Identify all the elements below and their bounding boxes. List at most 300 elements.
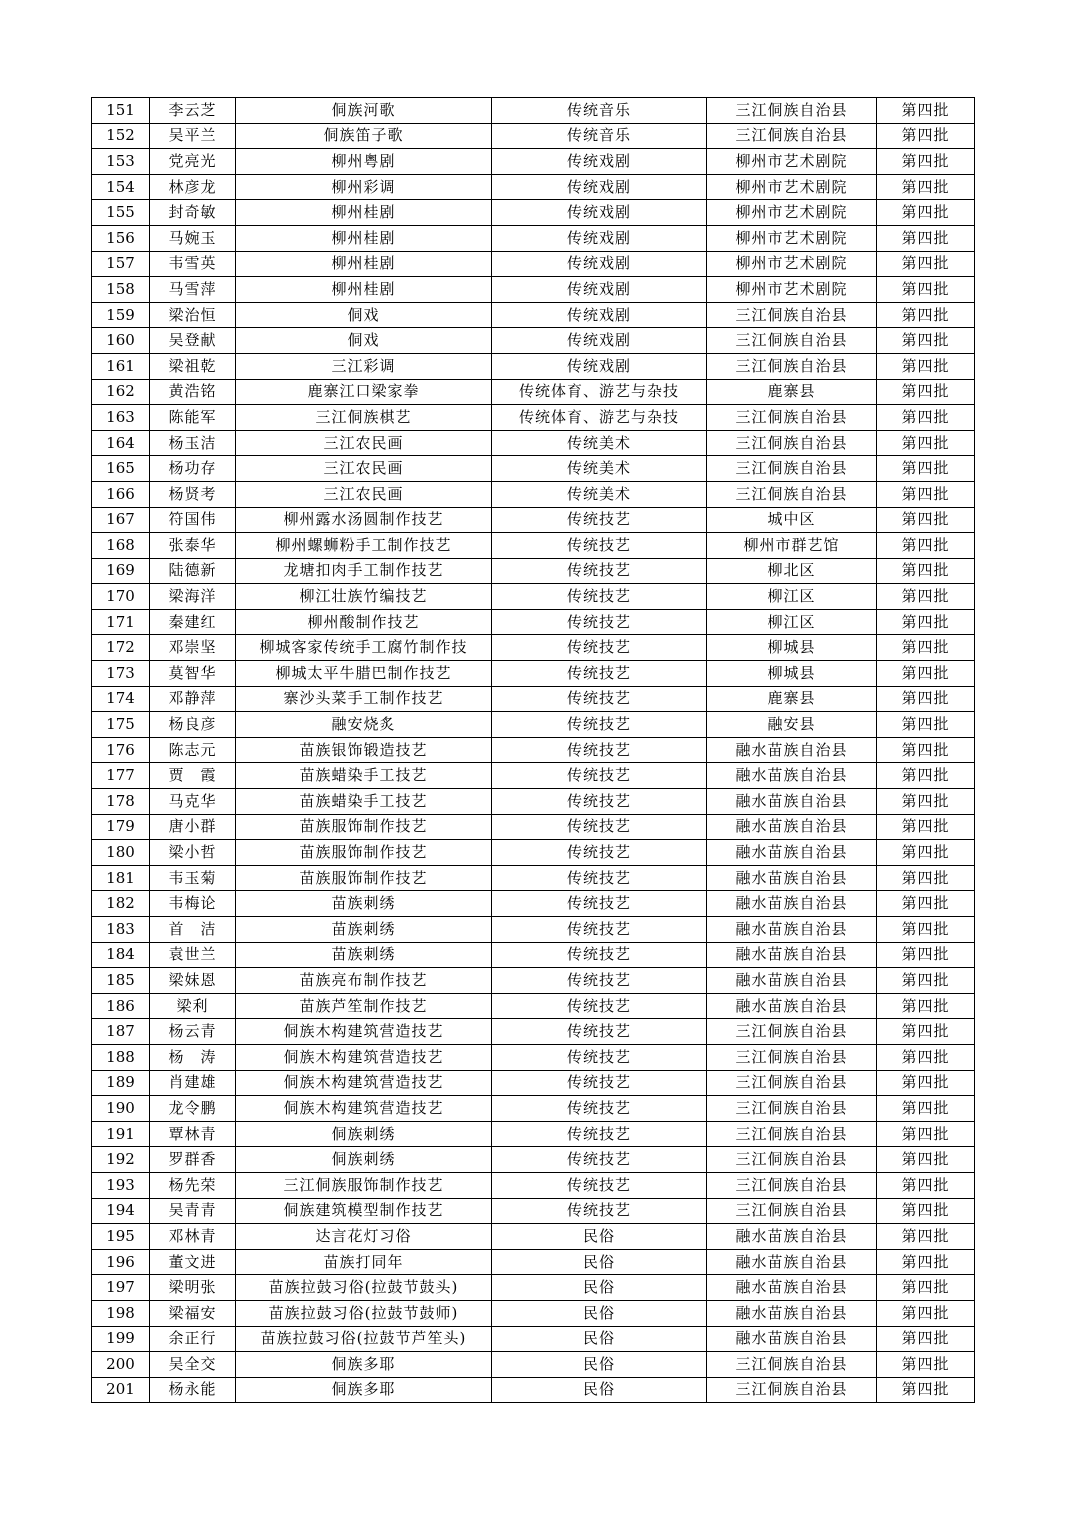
table-row [92, 1172, 975, 1198]
batch-cell: 第四批 [877, 1275, 975, 1301]
table-row [92, 1096, 975, 1122]
region-cell: 融水苗族自治县 [707, 840, 877, 866]
region-cell: 三江侗族自治县 [707, 1070, 877, 1096]
region-cell: 柳城县 [707, 661, 877, 687]
row-number-cell: 167 [92, 507, 150, 533]
row-number-cell: 174 [92, 686, 150, 712]
row-number-cell: 180 [92, 840, 150, 866]
region-cell: 三江侗族自治县 [707, 123, 877, 149]
category-cell: 民俗 [492, 1352, 707, 1378]
batch-cell: 第四批 [877, 533, 975, 559]
category-cell: 传统技艺 [492, 1070, 707, 1096]
project-name-cell: 柳江壮族竹编技艺 [236, 584, 492, 610]
inheritor-name-cell: 韦梅论 [150, 891, 236, 917]
category-cell: 传统技艺 [492, 558, 707, 584]
row-number-cell: 171 [92, 609, 150, 635]
table-row [92, 200, 975, 226]
region-cell: 融水苗族自治县 [707, 1326, 877, 1352]
project-name-cell: 柳州桂剧 [236, 277, 492, 303]
category-cell: 民俗 [492, 1275, 707, 1301]
project-name-cell: 柳城客家传统手工腐竹制作技 [236, 635, 492, 661]
table-row [92, 609, 975, 635]
region-cell: 融水苗族自治县 [707, 1300, 877, 1326]
batch-cell: 第四批 [877, 609, 975, 635]
project-name-cell: 侗族木构建筑营造技艺 [236, 1070, 492, 1096]
category-cell: 民俗 [492, 1377, 707, 1403]
region-cell: 三江侗族自治县 [707, 1096, 877, 1122]
category-cell: 传统戏剧 [492, 225, 707, 251]
project-name-cell: 苗族蜡染手工技艺 [236, 789, 492, 815]
region-cell: 三江侗族自治县 [707, 353, 877, 379]
row-number-cell: 198 [92, 1300, 150, 1326]
batch-cell: 第四批 [877, 251, 975, 277]
batch-cell: 第四批 [877, 558, 975, 584]
table-row [92, 942, 975, 968]
batch-cell: 第四批 [877, 302, 975, 328]
category-cell: 传统音乐 [492, 123, 707, 149]
category-cell: 传统技艺 [492, 1044, 707, 1070]
project-name-cell: 三江侗族服饰制作技艺 [236, 1172, 492, 1198]
project-name-cell: 达言花灯习俗 [236, 1224, 492, 1250]
region-cell: 柳江区 [707, 584, 877, 610]
table-row [92, 686, 975, 712]
project-name-cell: 侗族建筑模型制作技艺 [236, 1198, 492, 1224]
batch-cell: 第四批 [877, 865, 975, 891]
table-row [92, 302, 975, 328]
inheritor-name-cell: 肖建雄 [150, 1070, 236, 1096]
region-cell: 柳州市艺术剧院 [707, 174, 877, 200]
inheritor-name-cell: 邓林青 [150, 1224, 236, 1250]
project-name-cell: 侗戏 [236, 302, 492, 328]
category-cell: 传统技艺 [492, 1147, 707, 1173]
inheritor-name-cell: 杨永能 [150, 1377, 236, 1403]
region-cell: 融水苗族自治县 [707, 968, 877, 994]
inheritor-name-cell: 唐小群 [150, 814, 236, 840]
category-cell: 传统技艺 [492, 1019, 707, 1045]
category-cell: 传统技艺 [492, 993, 707, 1019]
row-number-cell: 162 [92, 379, 150, 405]
category-cell: 民俗 [492, 1224, 707, 1250]
category-cell: 传统技艺 [492, 840, 707, 866]
category-cell: 传统戏剧 [492, 277, 707, 303]
project-name-cell: 侗族河歌 [236, 98, 492, 124]
batch-cell: 第四批 [877, 200, 975, 226]
row-number-cell: 184 [92, 942, 150, 968]
region-cell: 柳州市群艺馆 [707, 533, 877, 559]
project-name-cell: 三江彩调 [236, 353, 492, 379]
batch-cell: 第四批 [877, 430, 975, 456]
table-row [92, 507, 975, 533]
table-row [92, 98, 975, 124]
inheritor-name-cell: 马克华 [150, 789, 236, 815]
row-number-cell: 199 [92, 1326, 150, 1352]
inheritor-name-cell: 龙令鹏 [150, 1096, 236, 1122]
batch-cell: 第四批 [877, 993, 975, 1019]
table-row [92, 1121, 975, 1147]
batch-cell: 第四批 [877, 661, 975, 687]
category-cell: 传统技艺 [492, 891, 707, 917]
project-name-cell: 三江农民画 [236, 481, 492, 507]
inheritor-name-cell: 陈志元 [150, 737, 236, 763]
category-cell: 民俗 [492, 1326, 707, 1352]
project-name-cell: 柳州酸制作技艺 [236, 609, 492, 635]
inheritor-name-cell: 韦雪英 [150, 251, 236, 277]
region-cell: 柳州市艺术剧院 [707, 149, 877, 175]
inheritor-name-cell: 董文进 [150, 1249, 236, 1275]
batch-cell: 第四批 [877, 149, 975, 175]
batch-cell: 第四批 [877, 1019, 975, 1045]
region-cell: 柳江区 [707, 609, 877, 635]
row-number-cell: 178 [92, 789, 150, 815]
row-number-cell: 165 [92, 456, 150, 482]
table-row [92, 1044, 975, 1070]
row-number-cell: 176 [92, 737, 150, 763]
region-cell: 融安县 [707, 712, 877, 738]
inheritor-name-cell: 首 洁 [150, 917, 236, 943]
category-cell: 传统技艺 [492, 865, 707, 891]
project-name-cell: 柳州露水汤圆制作技艺 [236, 507, 492, 533]
row-number-cell: 166 [92, 481, 150, 507]
batch-cell: 第四批 [877, 277, 975, 303]
inheritor-name-cell: 梁妹恩 [150, 968, 236, 994]
inheritor-name-cell: 杨贤考 [150, 481, 236, 507]
table-row [92, 405, 975, 431]
region-cell: 柳北区 [707, 558, 877, 584]
inheritor-name-cell: 杨功存 [150, 456, 236, 482]
project-name-cell: 鹿寨江口梁家拳 [236, 379, 492, 405]
table-row [92, 174, 975, 200]
row-number-cell: 186 [92, 993, 150, 1019]
inheritor-name-cell: 梁福安 [150, 1300, 236, 1326]
table-row [92, 277, 975, 303]
category-cell: 传统戏剧 [492, 328, 707, 354]
table-row [92, 865, 975, 891]
batch-cell: 第四批 [877, 891, 975, 917]
inheritor-name-cell: 梁海洋 [150, 584, 236, 610]
row-number-cell: 195 [92, 1224, 150, 1250]
inheritor-name-cell: 黄浩铭 [150, 379, 236, 405]
region-cell: 融水苗族自治县 [707, 814, 877, 840]
batch-cell: 第四批 [877, 1224, 975, 1250]
row-number-cell: 189 [92, 1070, 150, 1096]
row-number-cell: 193 [92, 1172, 150, 1198]
batch-cell: 第四批 [877, 1172, 975, 1198]
category-cell: 传统技艺 [492, 686, 707, 712]
batch-cell: 第四批 [877, 1300, 975, 1326]
category-cell: 传统技艺 [492, 789, 707, 815]
category-cell: 传统体育、游艺与杂技 [492, 379, 707, 405]
row-number-cell: 170 [92, 584, 150, 610]
region-cell: 融水苗族自治县 [707, 1275, 877, 1301]
region-cell: 三江侗族自治县 [707, 1198, 877, 1224]
category-cell: 传统技艺 [492, 737, 707, 763]
inheritor-name-cell: 杨 涛 [150, 1044, 236, 1070]
region-cell: 融水苗族自治县 [707, 891, 877, 917]
inheritor-name-cell: 梁明张 [150, 1275, 236, 1301]
row-number-cell: 154 [92, 174, 150, 200]
project-name-cell: 侗族刺绣 [236, 1147, 492, 1173]
table-row [92, 430, 975, 456]
category-cell: 民俗 [492, 1249, 707, 1275]
batch-cell: 第四批 [877, 968, 975, 994]
region-cell: 鹿寨县 [707, 686, 877, 712]
table-row [92, 533, 975, 559]
inheritor-name-cell: 余正行 [150, 1326, 236, 1352]
project-name-cell: 苗族服饰制作技艺 [236, 814, 492, 840]
category-cell: 传统戏剧 [492, 302, 707, 328]
project-name-cell: 苗族打同年 [236, 1249, 492, 1275]
category-cell: 传统技艺 [492, 635, 707, 661]
region-cell: 融水苗族自治县 [707, 1224, 877, 1250]
category-cell: 传统技艺 [492, 507, 707, 533]
table-row [92, 712, 975, 738]
project-name-cell: 侗族笛子歌 [236, 123, 492, 149]
category-cell: 传统技艺 [492, 533, 707, 559]
table-row [92, 1198, 975, 1224]
category-cell: 传统技艺 [492, 584, 707, 610]
project-name-cell: 苗族刺绣 [236, 917, 492, 943]
row-number-cell: 192 [92, 1147, 150, 1173]
region-cell: 融水苗族自治县 [707, 737, 877, 763]
table-row [92, 251, 975, 277]
row-number-cell: 182 [92, 891, 150, 917]
table-row [92, 353, 975, 379]
region-cell: 三江侗族自治县 [707, 481, 877, 507]
region-cell: 柳州市艺术剧院 [707, 277, 877, 303]
inheritor-name-cell: 封奇敏 [150, 200, 236, 226]
region-cell: 三江侗族自治县 [707, 405, 877, 431]
table-row [92, 1275, 975, 1301]
row-number-cell: 155 [92, 200, 150, 226]
region-cell: 三江侗族自治县 [707, 302, 877, 328]
batch-cell: 第四批 [877, 405, 975, 431]
inheritor-name-cell: 莫智华 [150, 661, 236, 687]
batch-cell: 第四批 [877, 174, 975, 200]
region-cell: 融水苗族自治县 [707, 763, 877, 789]
inheritor-name-cell: 梁利 [150, 993, 236, 1019]
row-number-cell: 183 [92, 917, 150, 943]
batch-cell: 第四批 [877, 1198, 975, 1224]
category-cell: 传统技艺 [492, 917, 707, 943]
category-cell: 传统技艺 [492, 968, 707, 994]
category-cell: 传统音乐 [492, 98, 707, 124]
row-number-cell: 169 [92, 558, 150, 584]
batch-cell: 第四批 [877, 712, 975, 738]
row-number-cell: 161 [92, 353, 150, 379]
table-row [92, 814, 975, 840]
batch-cell: 第四批 [877, 225, 975, 251]
inheritor-name-cell: 陈能军 [150, 405, 236, 431]
project-name-cell: 苗族刺绣 [236, 942, 492, 968]
inheritor-name-cell: 吴全交 [150, 1352, 236, 1378]
table-row [92, 1249, 975, 1275]
project-name-cell: 三江侗族棋艺 [236, 405, 492, 431]
project-name-cell: 柳州桂剧 [236, 200, 492, 226]
table-row [92, 917, 975, 943]
table-row [92, 993, 975, 1019]
category-cell: 传统美术 [492, 430, 707, 456]
batch-cell: 第四批 [877, 1147, 975, 1173]
table-row [92, 1224, 975, 1250]
row-number-cell: 187 [92, 1019, 150, 1045]
region-cell: 融水苗族自治县 [707, 993, 877, 1019]
project-name-cell: 柳州粤剧 [236, 149, 492, 175]
row-number-cell: 175 [92, 712, 150, 738]
row-number-cell: 160 [92, 328, 150, 354]
table-row [92, 840, 975, 866]
project-name-cell: 侗族刺绣 [236, 1121, 492, 1147]
batch-cell: 第四批 [877, 814, 975, 840]
table-row [92, 149, 975, 175]
batch-cell: 第四批 [877, 635, 975, 661]
category-cell: 传统技艺 [492, 814, 707, 840]
region-cell: 三江侗族自治县 [707, 98, 877, 124]
region-cell: 融水苗族自治县 [707, 942, 877, 968]
row-number-cell: 181 [92, 865, 150, 891]
region-cell: 三江侗族自治县 [707, 328, 877, 354]
inheritor-name-cell: 秦建红 [150, 609, 236, 635]
project-name-cell: 苗族芦笙制作技艺 [236, 993, 492, 1019]
category-cell: 传统美术 [492, 456, 707, 482]
batch-cell: 第四批 [877, 763, 975, 789]
region-cell: 融水苗族自治县 [707, 917, 877, 943]
table-body [92, 98, 975, 1403]
inheritor-name-cell: 吴青青 [150, 1198, 236, 1224]
project-name-cell: 柳州桂剧 [236, 225, 492, 251]
inheritor-table [91, 97, 975, 1403]
inheritor-name-cell: 梁治恒 [150, 302, 236, 328]
batch-cell: 第四批 [877, 789, 975, 815]
category-cell: 传统戏剧 [492, 251, 707, 277]
inheritor-name-cell: 贾 霞 [150, 763, 236, 789]
row-number-cell: 159 [92, 302, 150, 328]
row-number-cell: 163 [92, 405, 150, 431]
batch-cell: 第四批 [877, 507, 975, 533]
project-name-cell: 苗族服饰制作技艺 [236, 865, 492, 891]
inheritor-name-cell: 杨云青 [150, 1019, 236, 1045]
inheritor-name-cell: 张泰华 [150, 533, 236, 559]
region-cell: 鹿寨县 [707, 379, 877, 405]
category-cell: 传统戏剧 [492, 174, 707, 200]
inheritor-name-cell: 林彦龙 [150, 174, 236, 200]
project-name-cell: 苗族拉鼓习俗(拉鼓节鼓头) [236, 1275, 492, 1301]
table-row [92, 1070, 975, 1096]
category-cell: 传统技艺 [492, 609, 707, 635]
batch-cell: 第四批 [877, 328, 975, 354]
inheritor-name-cell: 覃林青 [150, 1121, 236, 1147]
category-cell: 传统技艺 [492, 661, 707, 687]
inheritor-name-cell: 韦玉菊 [150, 865, 236, 891]
inheritor-name-cell: 李云芝 [150, 98, 236, 124]
table-row [92, 1352, 975, 1378]
batch-cell: 第四批 [877, 1352, 975, 1378]
row-number-cell: 188 [92, 1044, 150, 1070]
region-cell: 融水苗族自治县 [707, 1249, 877, 1275]
project-name-cell: 侗族木构建筑营造技艺 [236, 1019, 492, 1045]
region-cell: 柳州市艺术剧院 [707, 200, 877, 226]
project-name-cell: 侗族多耶 [236, 1352, 492, 1378]
row-number-cell: 153 [92, 149, 150, 175]
table-row [92, 968, 975, 994]
batch-cell: 第四批 [877, 379, 975, 405]
project-name-cell: 侗族木构建筑营造技艺 [236, 1044, 492, 1070]
batch-cell: 第四批 [877, 123, 975, 149]
batch-cell: 第四批 [877, 840, 975, 866]
category-cell: 传统戏剧 [492, 353, 707, 379]
inheritor-name-cell: 吴登献 [150, 328, 236, 354]
project-name-cell: 柳州螺蛳粉手工制作技艺 [236, 533, 492, 559]
project-name-cell: 柳城太平牛腊巴制作技艺 [236, 661, 492, 687]
category-cell: 传统技艺 [492, 1121, 707, 1147]
table-row [92, 661, 975, 687]
batch-cell: 第四批 [877, 1044, 975, 1070]
batch-cell: 第四批 [877, 481, 975, 507]
project-name-cell: 侗族木构建筑营造技艺 [236, 1096, 492, 1122]
row-number-cell: 179 [92, 814, 150, 840]
table-row [92, 1147, 975, 1173]
batch-cell: 第四批 [877, 1070, 975, 1096]
project-name-cell: 苗族刺绣 [236, 891, 492, 917]
project-name-cell: 侗戏 [236, 328, 492, 354]
batch-cell: 第四批 [877, 737, 975, 763]
region-cell: 三江侗族自治县 [707, 1121, 877, 1147]
region-cell: 三江侗族自治县 [707, 430, 877, 456]
category-cell: 民俗 [492, 1300, 707, 1326]
project-name-cell: 苗族银饰锻造技艺 [236, 737, 492, 763]
table-row [92, 763, 975, 789]
row-number-cell: 194 [92, 1198, 150, 1224]
category-cell: 传统戏剧 [492, 200, 707, 226]
row-number-cell: 158 [92, 277, 150, 303]
row-number-cell: 196 [92, 1249, 150, 1275]
inheritor-name-cell: 罗群香 [150, 1147, 236, 1173]
inheritor-name-cell: 杨良彦 [150, 712, 236, 738]
batch-cell: 第四批 [877, 686, 975, 712]
row-number-cell: 164 [92, 430, 150, 456]
region-cell: 三江侗族自治县 [707, 1147, 877, 1173]
region-cell: 三江侗族自治县 [707, 1172, 877, 1198]
project-name-cell: 三江农民画 [236, 456, 492, 482]
region-cell: 三江侗族自治县 [707, 1019, 877, 1045]
batch-cell: 第四批 [877, 1121, 975, 1147]
table-row [92, 456, 975, 482]
region-cell: 融水苗族自治县 [707, 865, 877, 891]
project-name-cell: 苗族拉鼓习俗(拉鼓节鼓师) [236, 1300, 492, 1326]
category-cell: 传统美术 [492, 481, 707, 507]
category-cell: 传统技艺 [492, 712, 707, 738]
table-row [92, 635, 975, 661]
inheritor-name-cell: 袁世兰 [150, 942, 236, 968]
inheritor-name-cell: 梁祖乾 [150, 353, 236, 379]
row-number-cell: 200 [92, 1352, 150, 1378]
category-cell: 传统技艺 [492, 942, 707, 968]
table-row [92, 1326, 975, 1352]
region-cell: 三江侗族自治县 [707, 1044, 877, 1070]
project-name-cell: 侗族多耶 [236, 1377, 492, 1403]
batch-cell: 第四批 [877, 1096, 975, 1122]
row-number-cell: 152 [92, 123, 150, 149]
inheritor-name-cell: 杨先荣 [150, 1172, 236, 1198]
project-name-cell: 寨沙头菜手工制作技艺 [236, 686, 492, 712]
inheritor-name-cell: 梁小哲 [150, 840, 236, 866]
inheritor-name-cell: 邓静萍 [150, 686, 236, 712]
inheritor-name-cell: 符国伟 [150, 507, 236, 533]
inheritor-name-cell: 马婉玉 [150, 225, 236, 251]
project-name-cell: 苗族蜡染手工技艺 [236, 763, 492, 789]
region-cell: 柳城县 [707, 635, 877, 661]
table-row [92, 1377, 975, 1403]
row-number-cell: 168 [92, 533, 150, 559]
